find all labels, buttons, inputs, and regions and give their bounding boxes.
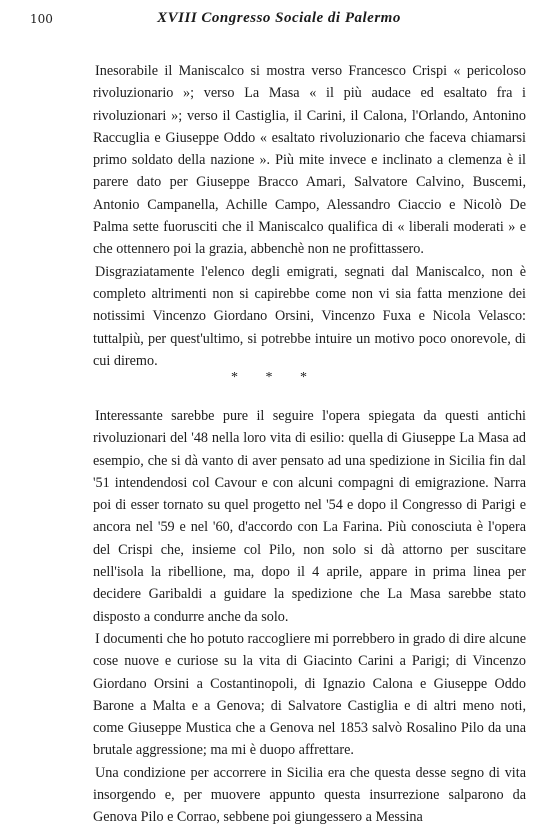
section-separator: * * *: [231, 370, 319, 385]
body-text-bottom: [93, 405, 526, 829]
paragraph: Disgraziatamente l'elenco degli emigrati, segnati dal Maniscalco, non è completo altrimenti non si capirebbe come non vi sia fatta menzione dei notissimi Vincenzo Giordano Orsini, Vincenzo Fuxa e Nicola Velasco: tuttalpiù, per quest'ultimo, si potrebbe intuire un motivo poco onorevole, di cui diremo.: [93, 263, 526, 369]
page-number: 100: [30, 12, 53, 26]
body-text-top: [93, 60, 526, 372]
paragraph: Una condizione per accorrere in Sicilia era che questa desse segno di vita insorgendo e, per muovere appunto questa insurrezione salparono da Genova Pilo e Corrao, sebbene poi giungessero a Messina: [93, 764, 526, 826]
paragraph: I documenti che ho potuto raccogliere mi porrebbero in grado di dire alcune cose nuove e curiose su la vita di Giacinto Carini a Parigi; di Vincenzo Giordano Orsini a Costantinopoli, di Ignazio Calona e Giuseppe Oddo Barone a Malta e a Genova; di Salvatore Castiglia e di altri meno noti, come Giuseppe Mustica che a Genova nel 1853 salvò Rosalino Pilo da una brutale aggressione; ma mi è duopo affrettare.: [93, 630, 526, 759]
paragraph: Inesorabile il Maniscalco si mostra verso Francesco Crispi « pericoloso rivoluzionario »; verso La Masa « il più audace ed esaltato fra i rivoluzionari »; verso il Castiglia, il Carini, il Calona, l'Orlando, Antonino Raccuglia e Giuseppe Oddo « esaltato rivoluzionario che faceva chiamarsi primo soldato della nazione ». Più mite invece e inclinato a clemenza è il parere dato per Giuseppe Bracco Amari, Salvatore Calvino, Buscemi, Antonio Campanella, Achille Campo, Alessandro Ciaccio e Nicolò De Palma sette fuorusciti che il Maniscalco qualifica di « liberali moderati » e che ottennero poi la grazia, abbenchè non ne profittassero.: [93, 63, 526, 258]
running-title: XVIII Congresso Sociale di Palermo: [157, 10, 401, 26]
page-header: [30, 10, 528, 32]
paragraph: Interessante sarebbe pure il seguire l'opera spiegata da questi antichi rivoluzionari del '48 nella loro vita di esilio: quella di Giuseppe La Masa ad esempio, che si dà vanto di aver pensato ad una spedizione in Sicilia fin dal '51 intendendosi col Cavour e con alcuni compagni di emigrazione. Narra poi di esser tornato su quel progetto nel '54 e dopo il Congresso di Parigi e ancora nel '59 e nel '60, d'accordo con La Farina. Più conosciuta è l'opera del Crispi che, insieme col Pilo, non solo si dà attorno per suscitare nell'isola la ribellione, ma, dopo il 4 aprile, appare in prima linea per decidere Garibaldi a guidare la spedizione che La Masa sarebbe stato disposto a condurre anche da solo.: [93, 408, 526, 625]
